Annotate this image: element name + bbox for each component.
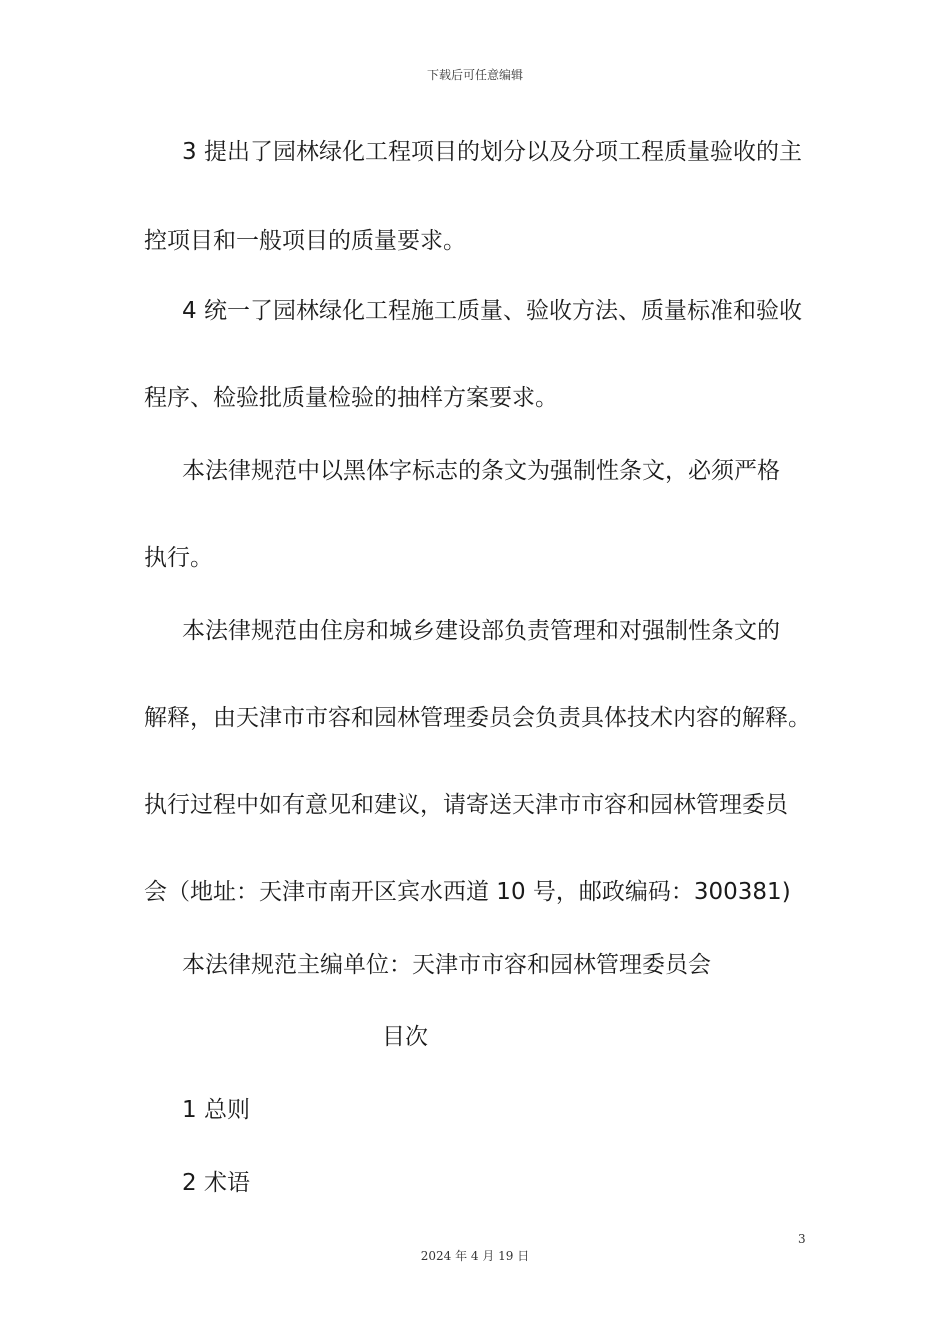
page-number: 3 <box>798 1232 806 1246</box>
body-line-6: 执行。 <box>144 545 213 571</box>
page-header: 下载后可任意编辑 <box>426 68 523 82</box>
body-line-5: 本法律规范中以黑体字标志的条文为强制性条文，必须严格 <box>182 458 780 484</box>
toc-item-terms: 2 术语 <box>182 1170 250 1196</box>
body-line-8: 解释，由天津市市容和园林管理委员会负责具体技术内容的解释。 <box>144 705 811 731</box>
body-line-4: 程序、检验批质量检验的抽样方案要求。 <box>144 385 558 411</box>
body-line-1: 3 提出了园林绿化工程项目的划分以及分项工程质量验收的主 <box>182 139 802 165</box>
body-line-10: 会（地址：天津市南开区宾水西道 10 号，邮政编码：300381) <box>144 879 791 905</box>
footer-date: 2024 年 4 月 19 日 <box>420 1249 530 1263</box>
toc-item-general: 1 总则 <box>182 1097 250 1123</box>
toc-title: 目次 <box>382 1024 428 1050</box>
body-line-7: 本法律规范由住房和城乡建设部负责管理和对强制性条文的 <box>182 618 780 644</box>
body-line-9: 执行过程中如有意见和建议，请寄送天津市市容和园林管理委员 <box>144 792 788 818</box>
body-line-3: 4 统一了园林绿化工程施工质量、验收方法、质量标准和验收 <box>182 298 802 324</box>
body-line-11: 本法律规范主编单位：天津市市容和园林管理委员会 <box>182 952 711 978</box>
body-line-2: 控项目和一般项目的质量要求。 <box>144 228 466 254</box>
